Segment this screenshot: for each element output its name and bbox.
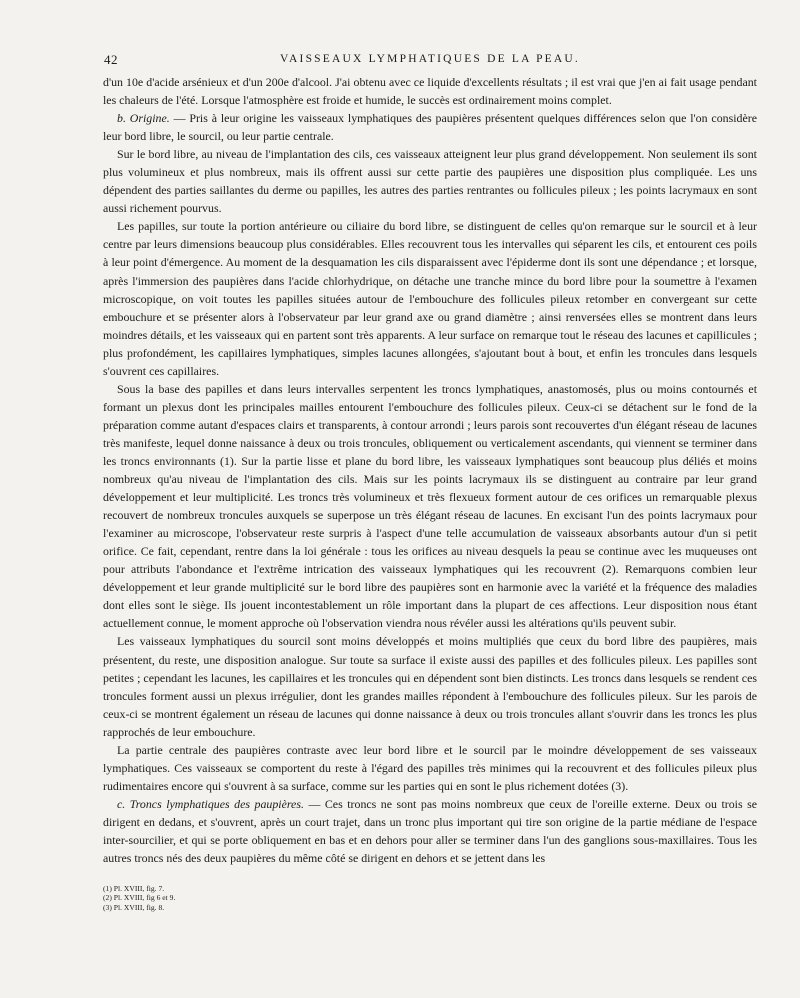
footnote: (2) Pl. XVIII, fig 6 et 9. — [103, 893, 176, 903]
running-title: VAISSEAUX LYMPHATIQUES DE LA PEAU. — [280, 53, 580, 65]
paragraph: La partie centrale des paupières contraste avec leur bord libre et le sourcil par le moindre développement de ses vaisseaux lymphatiques. Ces vaisseaux se comportent du reste à l'égard des papilles très minimes qui la recouvrent et des follicules pileux plus rudimentaires encore qui s'ouvrent à sa surface, comme sur les parties qui en sont le plus richement dotées (3). — [103, 742, 757, 793]
body-text — [103, 73, 757, 883]
paragraph: Sur le bord libre, au niveau de l'implantation des cils, ces vaisseaux atteignent leur plus grand développement. Non seulement ils sont plus volumineux et plus nombreux, mais ils offrent aussi sur cette partie des paupières une disposition plus compliquée. Les uns dépendent des parties saillantes du derme ou papilles, les autres des parties rentrantes ou follicules pileux ; les points lacrymaux en sont aussi richement pourvus. — [103, 147, 757, 216]
footnotes — [103, 884, 403, 912]
page-header — [104, 52, 756, 68]
footnote: (1) Pl. XVIII, fig. 7. — [103, 884, 165, 893]
page-number: 42 — [104, 52, 118, 67]
paragraph-troncs: c. Troncs lymphatiques des paupières. — Ces troncs ne sont pas moins nombreux que ceux de l'oreille externe. Deux ou trois se dirigent en dedans, et s'ouvrent, après un court trajet, dans un tronc plus important qui tire son origine de la partie médiane de l'espace inter-sourcilier, et qui se porte obliquement en bas et en dehors pour aller se terminer dans l'un des ganglions sous-maxillaires. Tous les autres troncs nés des deux paupières du même côté se dirigent en dehors et se jettent dans les — [103, 796, 757, 866]
footnote: (3) Pl. XVIII, fig. 8. — [103, 902, 165, 912]
paragraph: Les vaisseaux lymphatiques du sourcil sont moins développés et moins multipliés que ceux du bord libre des paupières, mais présentent, du reste, une disposition analogue. Sur toute sa surface il existe aussi des papilles et des follicules pileux. Les papilles sont petites ; cependant les lacunes, les capillaires et les troncules qui en dépendent sont bien distincts. Les troncs dans lesquels se rendent ces troncules forment aussi un plexus irrégulier, dont les grandes mailles répondent à l'embouchure des follicules pileux. Sur les parois de ceux-ci se montrent également un réseau de lacunes qui donne naissance à deux ou trois troncules allant s'ouvrir dans les troncs les plus rapprochés de leur embouchure. — [103, 634, 757, 739]
paragraph: Les papilles, sur toute la portion antérieure ou ciliaire du bord libre, se distinguent de celles qu'on remarque sur le sourcil et à leur centre par leurs dimensions beaucoup plus considérables. Elles recouvrent tous les intervalles qui séparent les cils, et entourent ces poils à leur point d'émergence. Au moment de la desquamation les cils disparaissent avec l'épiderme dont ils sont une dépendance ; et lorsque, après l'immersion des paupières dans l'acide chlorhydrique, on détache une tranche mince du bord libre pour la soumettre à l'examen microscopique, on voit toutes les papilles situées autour de l'embouchure des follicules pileux retomber en convergeant sur cette embouchure et se présenter alors à l'observateur par leur grand axe ou grand diamètre ; ainsi renversées elles se montrent dans leurs moindres détails, et les vaisseaux qui en partent sont très apparents. A leur surface on remarque tout le réseau des lacunes et capillicules ; plus profondément, les capillaires lymphatiques, simples lacunes allongées, s'ajoutant bout à bout, et enfin les troncules dans lesquels s'ouvrent ces capillaires. — [103, 219, 757, 378]
paragraph-origine: b. Origine. — Pris à leur origine les vaisseaux lymphatiques des paupières présentent quelques différences selon que l'on considère leur bord libre, le sourcil, ou leur partie centrale. — [103, 111, 757, 144]
paragraph: d'un 10e d'acide arsénieux et d'un 200e d'alcool. J'ai obtenu avec ce liquide d'excellents résultats ; il est vrai que j'en ai fait usage pendant les chaleurs de l'été. Lorsque l'atmosphère est froide et humide, le succès est ordinairement moins complet. — [103, 75, 757, 108]
paragraph: Sous la base des papilles et dans leurs intervalles serpentent les troncs lymphatiques, anastomosés, plus ou moins contournés et formant un plexus dont les principales mailles entourent l'embouchure des follicules pileux. Ceux-ci se détachent sur le fond de la préparation comme autant d'espaces clairs et transparents, à contour arrondi ; leurs parois sont recouvertes d'un élégant réseau de lacunes très manifeste, lequel donne naissance à deux ou trois troncules, obliquement ou verticalement ascendants, qui viennent se terminer dans les troncs environnants (1). Sur la partie lisse et plane du bord libre, les vaisseaux lymphatiques sont beaucoup plus déliés et moins nombreux qu'au niveau de l'implantation des cils. Mais sur les points lacrymaux ils se distinguent au contraire par leur grand développement et leur multiplicité. Les troncs très volumineux et très flexueux forment autour de ces orifices un remarquable plexus recouvert de nombreux troncules auxquels se superpose un très élégant réseau de lacunes. En excisant l'un des points lacrymaux pour l'examiner au microscope, l'observateur reste surpris à l'aspect d'une telle accumulation de vaisseaux absorbants autour d'un si petit orifice. Ce fait, cependant, rentre dans la loi générale : tous les orifices au niveau desquels la peau se continue avec les muqueuses ont pour attributs l'abondance et l'extrême intrication des vaisseaux lymphatiques qui les recouvrent (2). Remarquons combien leur développement et leur grande multiplicité sur le bord libre des paupières sont en harmonie avec la variété et la fréquence des maladies dont elles sont le siège. Ils jouent incontestablement un rôle important dans la plupart de ces affections. Leur disposition nous étant actuellement connue, le moment approche où l'observation viendra nous révéler aussi les altérations qu'ils peuvent subir. — [103, 381, 757, 631]
